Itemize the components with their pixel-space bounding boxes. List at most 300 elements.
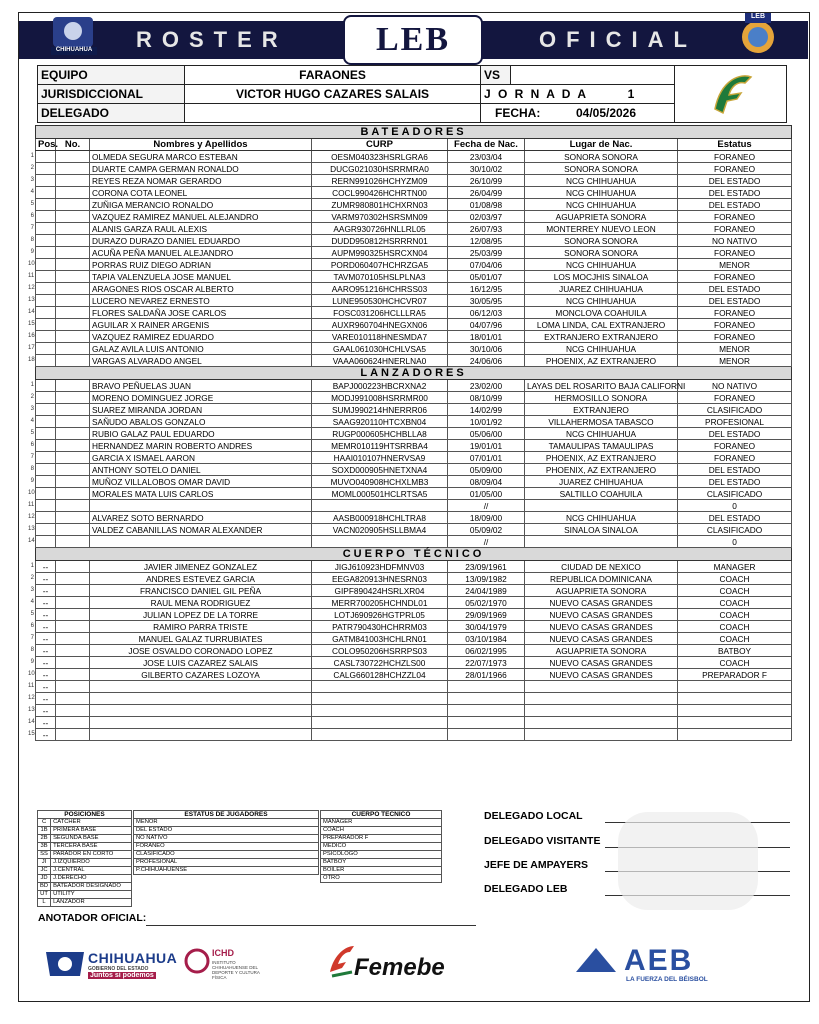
cell-estatus[interactable]: DEL ESTADO bbox=[678, 295, 792, 307]
cell-curp[interactable] bbox=[312, 729, 448, 741]
cell-fecha[interactable]: 05/09/00 bbox=[448, 464, 525, 476]
cell-no[interactable] bbox=[56, 307, 90, 319]
cell-nombre[interactable]: RUBIO GALAZ PAUL EDUARDO bbox=[90, 428, 312, 440]
cell-no[interactable] bbox=[56, 476, 90, 488]
cell-curp[interactable]: EEGA820913HNESRN03 bbox=[312, 573, 448, 585]
cell-lugar[interactable]: HERMOSILLO SONORA bbox=[525, 392, 678, 404]
cell-lugar[interactable]: EXTRANJERO EXTRANJERO bbox=[525, 331, 678, 343]
cell-fecha[interactable]: 07/01/01 bbox=[448, 452, 525, 464]
cell-no[interactable] bbox=[56, 681, 90, 693]
cell-no[interactable] bbox=[56, 621, 90, 633]
cell-estatus[interactable]: DEL ESTADO bbox=[678, 464, 792, 476]
cell-lugar[interactable] bbox=[525, 500, 678, 512]
cell-lugar[interactable]: PHOENIX, AZ EXTRANJERO bbox=[525, 464, 678, 476]
cell-no[interactable] bbox=[56, 573, 90, 585]
cell-nombre[interactable]: FRANCISCO DANIEL GIL PEÑA bbox=[90, 585, 312, 597]
cell-nombre[interactable]: ANDRES ESTEVEZ GARCIA bbox=[90, 573, 312, 585]
cell-pos[interactable] bbox=[36, 512, 56, 524]
cell-no[interactable] bbox=[56, 440, 90, 452]
cell-estatus[interactable]: CLASIFICADO bbox=[678, 488, 792, 500]
cell-pos[interactable] bbox=[36, 187, 56, 199]
cell-curp[interactable]: DUCG021030HSRRMRA0 bbox=[312, 163, 448, 175]
cell-lugar[interactable]: AGUAPRIETA SONORA bbox=[525, 645, 678, 657]
cell-fecha[interactable]: // bbox=[448, 500, 525, 512]
cell-curp[interactable]: MODJ991008HSRRMR00 bbox=[312, 392, 448, 404]
cell-lugar[interactable]: PHOENIX, AZ EXTRANJERO bbox=[525, 452, 678, 464]
cell-estatus[interactable]: DEL ESTADO bbox=[678, 512, 792, 524]
cell-fecha[interactable]: 06/02/1995 bbox=[448, 645, 525, 657]
cell-fecha[interactable]: 02/03/97 bbox=[448, 211, 525, 223]
cell-lugar[interactable]: LOS MOCJHIS SINALOA bbox=[525, 271, 678, 283]
cell-estatus[interactable]: DEL ESTADO bbox=[678, 199, 792, 211]
cell-curp[interactable] bbox=[312, 717, 448, 729]
cell-lugar[interactable] bbox=[525, 717, 678, 729]
cell-curp[interactable]: FOSC031206HCLLLRA5 bbox=[312, 307, 448, 319]
cell-nombre[interactable]: MUÑOZ VILLALOBOS OMAR DAVID bbox=[90, 476, 312, 488]
anotador-line[interactable] bbox=[146, 925, 476, 926]
cell-pos[interactable] bbox=[36, 163, 56, 175]
cell-nombre[interactable]: DUARTE CAMPA GERMAN RONALDO bbox=[90, 163, 312, 175]
cell-curp[interactable]: AUXR960704HNEGXN06 bbox=[312, 319, 448, 331]
cell-fecha[interactable]: 24/04/1989 bbox=[448, 585, 525, 597]
cell-pos[interactable]: -- bbox=[36, 705, 56, 717]
cell-fecha[interactable]: 10/01/92 bbox=[448, 416, 525, 428]
cell-fecha[interactable]: 06/12/03 bbox=[448, 307, 525, 319]
cell-fecha[interactable]: 16/12/95 bbox=[448, 283, 525, 295]
cell-nombre[interactable]: JAVIER JIMENEZ GONZALEZ bbox=[90, 561, 312, 573]
cell-pos[interactable]: -- bbox=[36, 597, 56, 609]
cell-fecha[interactable]: 30/10/06 bbox=[448, 343, 525, 355]
cell-lugar[interactable]: AGUAPRIETA SONORA bbox=[525, 585, 678, 597]
cell-pos[interactable] bbox=[36, 307, 56, 319]
cell-lugar[interactable]: MONCLOVA COAHUILA bbox=[525, 307, 678, 319]
cell-pos[interactable] bbox=[36, 536, 56, 548]
cell-fecha[interactable]: 22/07/1973 bbox=[448, 657, 525, 669]
cell-fecha[interactable]: 24/06/06 bbox=[448, 355, 525, 367]
cell-curp[interactable]: AASB000918HCHLTRA8 bbox=[312, 512, 448, 524]
cell-estatus[interactable]: FORANEO bbox=[678, 247, 792, 259]
cell-nombre[interactable]: PORRAS RUIZ DIEGO ADRIAN bbox=[90, 259, 312, 271]
cell-pos[interactable] bbox=[36, 175, 56, 187]
cell-fecha[interactable]: 01/08/98 bbox=[448, 199, 525, 211]
cell-lugar[interactable]: AGUAPRIETA SONORA bbox=[525, 211, 678, 223]
cell-nombre[interactable]: ACUÑA PEÑA MANUEL ALEJANDRO bbox=[90, 247, 312, 259]
cell-pos[interactable] bbox=[36, 452, 56, 464]
cell-fecha[interactable]: 30/05/95 bbox=[448, 295, 525, 307]
cell-nombre[interactable]: TAPIA VALENZUELA JOSE MANUEL bbox=[90, 271, 312, 283]
cell-curp[interactable] bbox=[312, 536, 448, 548]
cell-pos[interactable] bbox=[36, 404, 56, 416]
cell-pos[interactable] bbox=[36, 476, 56, 488]
cell-curp[interactable] bbox=[312, 681, 448, 693]
cell-fecha[interactable] bbox=[448, 729, 525, 741]
cell-nombre[interactable]: MORENO DOMINGUEZ JORGE bbox=[90, 392, 312, 404]
cell-pos[interactable]: -- bbox=[36, 561, 56, 573]
cell-no[interactable] bbox=[56, 633, 90, 645]
cell-pos[interactable]: -- bbox=[36, 669, 56, 681]
cell-curp[interactable]: VARM970302HSRSMN09 bbox=[312, 211, 448, 223]
cell-estatus[interactable]: FORANEO bbox=[678, 392, 792, 404]
cell-lugar[interactable]: NCG CHIHUAHUA bbox=[525, 199, 678, 211]
cell-no[interactable] bbox=[56, 585, 90, 597]
cell-nombre[interactable]: ALANIS GARZA RAUL ALEXIS bbox=[90, 223, 312, 235]
cell-curp[interactable]: BAPJ000223HBCRXNA2 bbox=[312, 380, 448, 392]
cell-no[interactable] bbox=[56, 283, 90, 295]
cell-no[interactable] bbox=[56, 295, 90, 307]
cell-pos[interactable] bbox=[36, 271, 56, 283]
cell-pos[interactable] bbox=[36, 524, 56, 536]
cell-no[interactable] bbox=[56, 319, 90, 331]
cell-fecha[interactable]: 05/09/02 bbox=[448, 524, 525, 536]
cell-estatus[interactable]: PREPARADOR F bbox=[678, 669, 792, 681]
cell-pos[interactable]: -- bbox=[36, 621, 56, 633]
cell-no[interactable] bbox=[56, 404, 90, 416]
cell-nombre[interactable] bbox=[90, 693, 312, 705]
cell-lugar[interactable] bbox=[525, 693, 678, 705]
cell-pos[interactable] bbox=[36, 464, 56, 476]
cell-estatus[interactable]: DEL ESTADO bbox=[678, 476, 792, 488]
cell-lugar[interactable]: NCG CHIHUAHUA bbox=[525, 295, 678, 307]
cell-pos[interactable] bbox=[36, 247, 56, 259]
cell-nombre[interactable] bbox=[90, 681, 312, 693]
cell-fecha[interactable]: 05/02/1970 bbox=[448, 597, 525, 609]
cell-lugar[interactable]: PHOENIX, AZ EXTRANJERO bbox=[525, 355, 678, 367]
cell-estatus[interactable]: COACH bbox=[678, 573, 792, 585]
cell-fecha[interactable]: 19/01/01 bbox=[448, 440, 525, 452]
cell-fecha[interactable]: 28/01/1966 bbox=[448, 669, 525, 681]
cell-lugar[interactable]: SALTILLO COAHUILA bbox=[525, 488, 678, 500]
cell-fecha[interactable]: 30/04/1979 bbox=[448, 621, 525, 633]
cell-curp[interactable]: GATM841003HCHLRN01 bbox=[312, 633, 448, 645]
cell-no[interactable] bbox=[56, 705, 90, 717]
cell-lugar[interactable]: NUEVO CASAS GRANDES bbox=[525, 621, 678, 633]
cell-nombre[interactable]: CORONA COTA LEONEL bbox=[90, 187, 312, 199]
cell-lugar[interactable] bbox=[525, 681, 678, 693]
cell-nombre[interactable]: SUAREZ MIRANDA JORDAN bbox=[90, 404, 312, 416]
cell-nombre[interactable]: ARAGONES RIOS OSCAR ALBERTO bbox=[90, 283, 312, 295]
cell-no[interactable] bbox=[56, 645, 90, 657]
cell-pos[interactable]: -- bbox=[36, 729, 56, 741]
cell-pos[interactable] bbox=[36, 283, 56, 295]
cell-nombre[interactable]: JOSE LUIS CAZAREZ SALAIS bbox=[90, 657, 312, 669]
cell-nombre[interactable]: SAÑUDO ABALOS GONZALO bbox=[90, 416, 312, 428]
cell-fecha[interactable]: 26/10/99 bbox=[448, 175, 525, 187]
cell-estatus[interactable]: FORANEO bbox=[678, 151, 792, 163]
cell-curp[interactable]: RERN991026HCHYZM09 bbox=[312, 175, 448, 187]
cell-curp[interactable]: SAAG920110HTCXBN04 bbox=[312, 416, 448, 428]
cell-curp[interactable]: MEMR010119HTSRRBA4 bbox=[312, 440, 448, 452]
cell-curp[interactable]: TAVM070105HSLPLNA3 bbox=[312, 271, 448, 283]
cell-no[interactable] bbox=[56, 524, 90, 536]
cell-estatus[interactable]: DEL ESTADO bbox=[678, 175, 792, 187]
cell-no[interactable] bbox=[56, 464, 90, 476]
cell-no[interactable] bbox=[56, 175, 90, 187]
cell-pos[interactable] bbox=[36, 295, 56, 307]
cell-fecha[interactable]: 03/10/1984 bbox=[448, 633, 525, 645]
cell-no[interactable] bbox=[56, 693, 90, 705]
cell-estatus[interactable]: FORANEO bbox=[678, 319, 792, 331]
cell-fecha[interactable]: 05/01/07 bbox=[448, 271, 525, 283]
cell-estatus[interactable] bbox=[678, 729, 792, 741]
cell-pos[interactable] bbox=[36, 380, 56, 392]
cell-no[interactable] bbox=[56, 669, 90, 681]
cell-lugar[interactable] bbox=[525, 536, 678, 548]
cell-nombre[interactable]: RAMIRO PARRA TRISTE bbox=[90, 621, 312, 633]
cell-curp[interactable]: PORD060407HCHRZGA5 bbox=[312, 259, 448, 271]
cell-lugar[interactable]: REPUBLICA DOMINICANA bbox=[525, 573, 678, 585]
cell-estatus[interactable]: BATBOY bbox=[678, 645, 792, 657]
cell-curp[interactable]: RUGP000605HCHBLLA8 bbox=[312, 428, 448, 440]
cell-lugar[interactable]: NUEVO CASAS GRANDES bbox=[525, 597, 678, 609]
cell-estatus[interactable]: PROFESIONAL bbox=[678, 416, 792, 428]
cell-no[interactable] bbox=[56, 187, 90, 199]
cell-estatus[interactable]: MENOR bbox=[678, 355, 792, 367]
cell-fecha[interactable]: 30/10/02 bbox=[448, 163, 525, 175]
cell-lugar[interactable]: NCG CHIHUAHUA bbox=[525, 259, 678, 271]
cell-no[interactable] bbox=[56, 271, 90, 283]
cell-curp[interactable]: OESM040323HSRLGRA6 bbox=[312, 151, 448, 163]
cell-pos[interactable] bbox=[36, 343, 56, 355]
cell-lugar[interactable]: MONTERREY NUEVO LEON bbox=[525, 223, 678, 235]
cell-estatus[interactable]: COACH bbox=[678, 597, 792, 609]
cell-fecha[interactable]: 12/08/95 bbox=[448, 235, 525, 247]
cell-fecha[interactable] bbox=[448, 693, 525, 705]
cell-pos[interactable] bbox=[36, 392, 56, 404]
cell-pos[interactable]: -- bbox=[36, 681, 56, 693]
cell-curp[interactable]: LOTJ690926HGTPRL05 bbox=[312, 609, 448, 621]
cell-fecha[interactable]: 14/02/99 bbox=[448, 404, 525, 416]
cell-curp[interactable]: ZUMR980801HCHXRN03 bbox=[312, 199, 448, 211]
cell-curp[interactable]: VAAA060624HNERLNA0 bbox=[312, 355, 448, 367]
cell-lugar[interactable]: LOMA LINDA, CAL EXTRANJERO bbox=[525, 319, 678, 331]
cell-estatus[interactable]: FORANEO bbox=[678, 211, 792, 223]
cell-fecha[interactable]: 26/04/99 bbox=[448, 187, 525, 199]
cell-no[interactable] bbox=[56, 199, 90, 211]
cell-nombre[interactable]: JULIAN LOPEZ DE LA TORRE bbox=[90, 609, 312, 621]
cell-estatus[interactable]: COACH bbox=[678, 633, 792, 645]
cell-estatus[interactable]: FORANEO bbox=[678, 223, 792, 235]
cell-no[interactable] bbox=[56, 163, 90, 175]
cell-curp[interactable] bbox=[312, 500, 448, 512]
cell-lugar[interactable]: NCG CHIHUAHUA bbox=[525, 343, 678, 355]
cell-lugar[interactable]: SONORA SONORA bbox=[525, 247, 678, 259]
cell-nombre[interactable]: BRAVO PEÑUELAS JUAN bbox=[90, 380, 312, 392]
cell-nombre[interactable]: HERNANDEZ MARIN ROBERTO ANDRES bbox=[90, 440, 312, 452]
cell-pos[interactable] bbox=[36, 355, 56, 367]
cell-estatus[interactable]: 0 bbox=[678, 500, 792, 512]
cell-estatus[interactable]: COACH bbox=[678, 621, 792, 633]
cell-estatus[interactable]: FORANEO bbox=[678, 452, 792, 464]
cell-curp[interactable]: VARE010118HNESMDA7 bbox=[312, 331, 448, 343]
cell-estatus[interactable]: COACH bbox=[678, 657, 792, 669]
cell-pos[interactable] bbox=[36, 488, 56, 500]
cell-lugar[interactable]: NUEVO CASAS GRANDES bbox=[525, 633, 678, 645]
cell-lugar[interactable]: EXTRANJERO bbox=[525, 404, 678, 416]
cell-curp[interactable] bbox=[312, 693, 448, 705]
cell-lugar[interactable]: SINALOA SINALOA bbox=[525, 524, 678, 536]
cell-no[interactable] bbox=[56, 597, 90, 609]
cell-estatus[interactable]: NO NATIVO bbox=[678, 380, 792, 392]
cell-fecha[interactable]: 13/09/1982 bbox=[448, 573, 525, 585]
cell-curp[interactable]: CASL730722HCHZLS00 bbox=[312, 657, 448, 669]
cell-lugar[interactable]: NCG CHIHUAHUA bbox=[525, 175, 678, 187]
cell-pos[interactable]: -- bbox=[36, 633, 56, 645]
cell-nombre[interactable]: FLORES SALDAÑA JOSE CARLOS bbox=[90, 307, 312, 319]
cell-nombre[interactable]: AGUILAR X RAINER ARGENIS bbox=[90, 319, 312, 331]
cell-estatus[interactable]: COACH bbox=[678, 609, 792, 621]
cell-fecha[interactable]: 04/07/96 bbox=[448, 319, 525, 331]
cell-nombre[interactable] bbox=[90, 500, 312, 512]
cell-estatus[interactable]: FORANEO bbox=[678, 307, 792, 319]
cell-no[interactable] bbox=[56, 717, 90, 729]
cell-no[interactable] bbox=[56, 355, 90, 367]
cell-estatus[interactable]: COACH bbox=[678, 585, 792, 597]
cell-fecha[interactable]: 25/03/99 bbox=[448, 247, 525, 259]
cell-curp[interactable]: AUPM990325HSRCXN04 bbox=[312, 247, 448, 259]
cell-no[interactable] bbox=[56, 452, 90, 464]
cell-curp[interactable]: JIGJ610923HDFMNV03 bbox=[312, 561, 448, 573]
cell-fecha[interactable] bbox=[448, 705, 525, 717]
cell-nombre[interactable] bbox=[90, 705, 312, 717]
cell-fecha[interactable]: 23/09/1961 bbox=[448, 561, 525, 573]
cell-curp[interactable]: SOXD000905HNETXNA4 bbox=[312, 464, 448, 476]
cell-fecha[interactable]: 08/09/04 bbox=[448, 476, 525, 488]
cell-fecha[interactable]: // bbox=[448, 536, 525, 548]
cell-lugar[interactable] bbox=[525, 705, 678, 717]
cell-estatus[interactable]: FORANEO bbox=[678, 440, 792, 452]
cell-curp[interactable]: COLO950206HSRRPS03 bbox=[312, 645, 448, 657]
cell-nombre[interactable]: ZUÑIGA MERANCIO RONALDO bbox=[90, 199, 312, 211]
cell-estatus[interactable]: CLASIFICADO bbox=[678, 404, 792, 416]
cell-fecha[interactable]: 05/06/00 bbox=[448, 428, 525, 440]
cell-pos[interactable]: -- bbox=[36, 609, 56, 621]
cell-nombre[interactable]: MANUEL GALAZ TURRUBIATES bbox=[90, 633, 312, 645]
cell-nombre[interactable]: VAZQUEZ RAMIREZ EDUARDO bbox=[90, 331, 312, 343]
cell-estatus[interactable]: FORANEO bbox=[678, 271, 792, 283]
cell-fecha[interactable]: 26/07/93 bbox=[448, 223, 525, 235]
cell-lugar[interactable]: TAMAULIPAS TAMAULIPAS bbox=[525, 440, 678, 452]
cell-lugar[interactable]: VILLAHERMOSA TABASCO bbox=[525, 416, 678, 428]
cell-estatus[interactable]: MANAGER bbox=[678, 561, 792, 573]
cell-no[interactable] bbox=[56, 151, 90, 163]
cell-nombre[interactable]: MORALES MATA LUIS CARLOS bbox=[90, 488, 312, 500]
cell-pos[interactable] bbox=[36, 235, 56, 247]
cell-fecha[interactable]: 23/03/04 bbox=[448, 151, 525, 163]
cell-no[interactable] bbox=[56, 331, 90, 343]
cell-curp[interactable]: DUDD950812HSRRRN01 bbox=[312, 235, 448, 247]
cell-fecha[interactable]: 07/04/06 bbox=[448, 259, 525, 271]
cell-curp[interactable]: SUMJ990214HNERRR06 bbox=[312, 404, 448, 416]
cell-curp[interactable]: MUVO040908HCHXLMB3 bbox=[312, 476, 448, 488]
cell-curp[interactable]: AAGR930726HNLLRL05 bbox=[312, 223, 448, 235]
cell-nombre[interactable]: VARGAS ALVARADO ANGEL bbox=[90, 355, 312, 367]
cell-pos[interactable]: -- bbox=[36, 693, 56, 705]
cell-lugar[interactable] bbox=[525, 729, 678, 741]
cell-lugar[interactable]: SONORA SONORA bbox=[525, 235, 678, 247]
cell-nombre[interactable]: LUCERO NEVAREZ ERNESTO bbox=[90, 295, 312, 307]
cell-pos[interactable] bbox=[36, 500, 56, 512]
cell-fecha[interactable]: 23/02/00 bbox=[448, 380, 525, 392]
cell-estatus[interactable] bbox=[678, 681, 792, 693]
cell-nombre[interactable]: VALDEZ CABANILLAS NOMAR ALEXANDER bbox=[90, 524, 312, 536]
cell-nombre[interactable]: RAUL MENA RODRIGUEZ bbox=[90, 597, 312, 609]
cell-no[interactable] bbox=[56, 500, 90, 512]
cell-fecha[interactable]: 18/09/00 bbox=[448, 512, 525, 524]
cell-nombre[interactable]: GILBERTO CAZARES LOZOYA bbox=[90, 669, 312, 681]
cell-estatus[interactable]: FORANEO bbox=[678, 331, 792, 343]
cell-curp[interactable]: AARO951216HCHRSS03 bbox=[312, 283, 448, 295]
cell-nombre[interactable]: GALAZ AVILA LUIS ANTONIO bbox=[90, 343, 312, 355]
cell-estatus[interactable] bbox=[678, 705, 792, 717]
cell-no[interactable] bbox=[56, 488, 90, 500]
cell-no[interactable] bbox=[56, 247, 90, 259]
cell-pos[interactable]: -- bbox=[36, 573, 56, 585]
cell-pos[interactable]: -- bbox=[36, 657, 56, 669]
cell-estatus[interactable] bbox=[678, 717, 792, 729]
cell-estatus[interactable]: MENOR bbox=[678, 343, 792, 355]
cell-pos[interactable] bbox=[36, 416, 56, 428]
cell-no[interactable] bbox=[56, 235, 90, 247]
cell-pos[interactable] bbox=[36, 440, 56, 452]
cell-lugar[interactable]: LAYAS DEL ROSARITO BAJA CALIFORNI bbox=[525, 380, 678, 392]
cell-no[interactable] bbox=[56, 416, 90, 428]
cell-pos[interactable]: -- bbox=[36, 585, 56, 597]
cell-estatus[interactable]: CLASIFICADO bbox=[678, 524, 792, 536]
cell-lugar[interactable]: NCG CHIHUAHUA bbox=[525, 187, 678, 199]
cell-no[interactable] bbox=[56, 343, 90, 355]
cell-no[interactable] bbox=[56, 729, 90, 741]
cell-fecha[interactable]: 29/09/1969 bbox=[448, 609, 525, 621]
cell-pos[interactable] bbox=[36, 211, 56, 223]
cell-no[interactable] bbox=[56, 512, 90, 524]
cell-curp[interactable]: HAAI010107HNERVSA9 bbox=[312, 452, 448, 464]
cell-curp[interactable]: PATR790430HCHRRM03 bbox=[312, 621, 448, 633]
cell-curp[interactable]: CALG660128HCHZZL04 bbox=[312, 669, 448, 681]
cell-no[interactable] bbox=[56, 259, 90, 271]
cell-nombre[interactable]: ANTHONY SOTELO DANIEL bbox=[90, 464, 312, 476]
cell-lugar[interactable]: SONORA SONORA bbox=[525, 163, 678, 175]
cell-estatus[interactable]: MENOR bbox=[678, 259, 792, 271]
cell-nombre[interactable]: DURAZO DURAZO DANIEL EDUARDO bbox=[90, 235, 312, 247]
cell-no[interactable] bbox=[56, 392, 90, 404]
cell-nombre[interactable] bbox=[90, 536, 312, 548]
cell-lugar[interactable]: JUAREZ CHIHUAHUA bbox=[525, 476, 678, 488]
cell-no[interactable] bbox=[56, 223, 90, 235]
cell-pos[interactable] bbox=[36, 259, 56, 271]
cell-no[interactable] bbox=[56, 536, 90, 548]
cell-nombre[interactable]: ALVAREZ SOTO BERNARDO bbox=[90, 512, 312, 524]
cell-nombre[interactable] bbox=[90, 729, 312, 741]
cell-fecha[interactable]: 08/10/99 bbox=[448, 392, 525, 404]
cell-lugar[interactable]: NUEVO CASAS GRANDES bbox=[525, 657, 678, 669]
cell-estatus[interactable]: DEL ESTADO bbox=[678, 187, 792, 199]
cell-pos[interactable]: -- bbox=[36, 645, 56, 657]
cell-estatus[interactable]: DEL ESTADO bbox=[678, 283, 792, 295]
cell-no[interactable] bbox=[56, 561, 90, 573]
cell-curp[interactable]: COCL990426HCHRTN00 bbox=[312, 187, 448, 199]
cell-nombre[interactable]: VAZQUEZ RAMIREZ MANUEL ALEJANDRO bbox=[90, 211, 312, 223]
cell-curp[interactable]: GAAL061030HCHLVSA5 bbox=[312, 343, 448, 355]
cell-estatus[interactable] bbox=[678, 693, 792, 705]
cell-curp[interactable]: GIPF890424HSRLXR04 bbox=[312, 585, 448, 597]
cell-pos[interactable] bbox=[36, 428, 56, 440]
cell-estatus[interactable]: 0 bbox=[678, 536, 792, 548]
cell-lugar[interactable]: NUEVO CASAS GRANDES bbox=[525, 609, 678, 621]
cell-no[interactable] bbox=[56, 380, 90, 392]
cell-curp[interactable]: MERR700205HCHNDL01 bbox=[312, 597, 448, 609]
cell-lugar[interactable]: NUEVO CASAS GRANDES bbox=[525, 669, 678, 681]
cell-curp[interactable]: VACN020905HSLLBMA4 bbox=[312, 524, 448, 536]
